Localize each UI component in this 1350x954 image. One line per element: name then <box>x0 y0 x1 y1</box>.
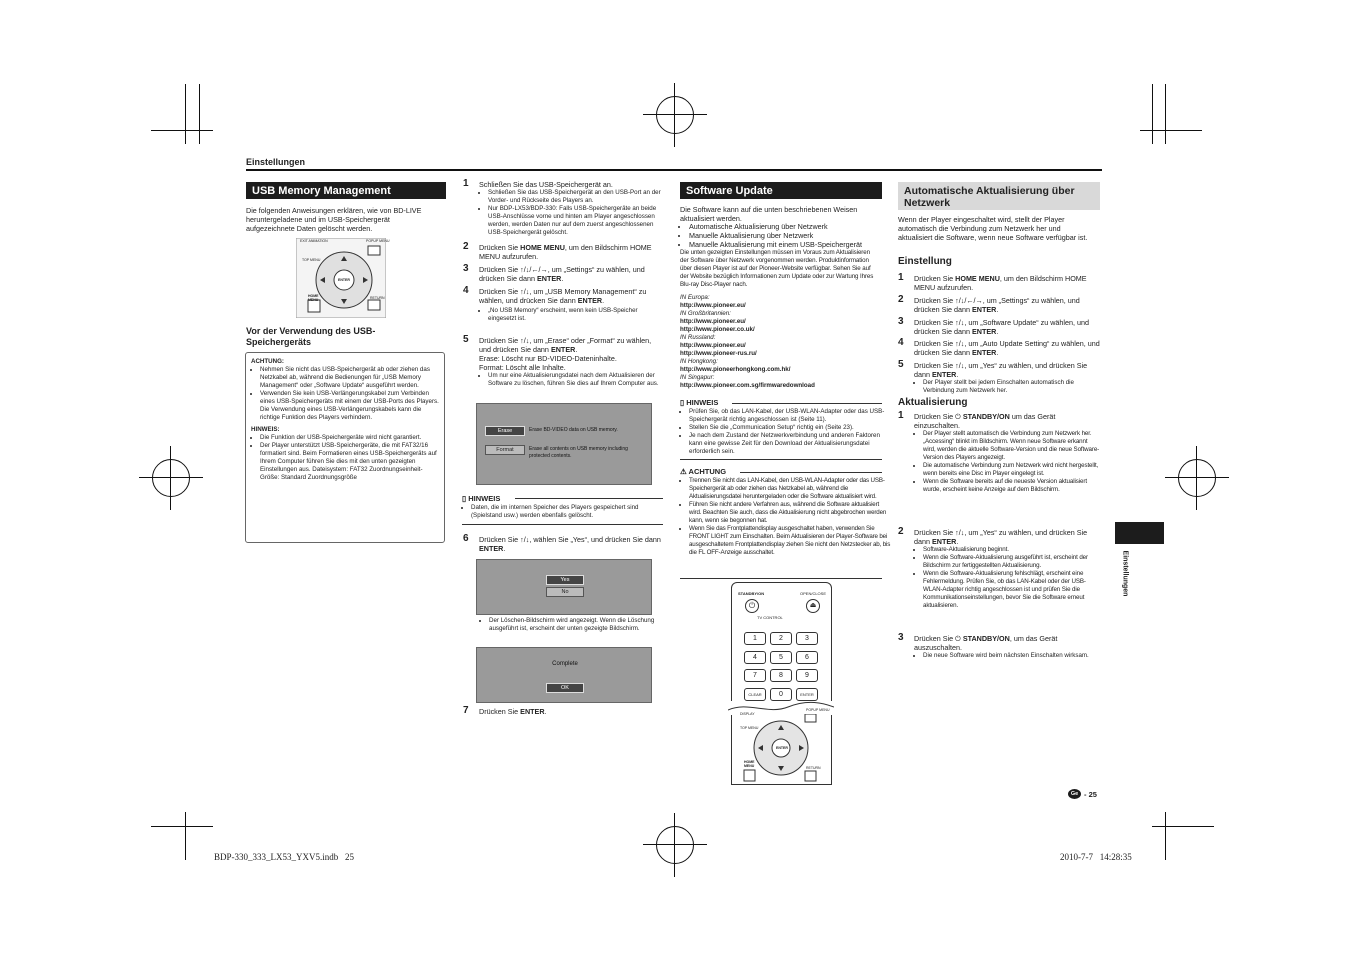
step-bullet: • Der Player stellt bei jedem Einschalten automatisch die Verbindung zum Netzwerk her. <box>923 379 1100 395</box>
top-label: TOP MENU <box>740 726 759 730</box>
software-hinweis-list <box>680 408 891 456</box>
crop-mark <box>1165 812 1166 860</box>
update-step-3: 3 Drücken Sie ⏻ STANDBY/ON, um das Gerät auszuschalten. • Die neue Software wird beim nächsten Einschalten wirksam. <box>914 634 1100 660</box>
usb-step-5: 5 Drücken Sie ↑/↓, um „Erase“ oder „Format“ zu wählen, und drücken Sie dann ENTER. Erase: Löscht nur BD-VIDEO-Dateninhalte. Format: Löscht alle Inhalte. • Um nur eine Aktualisierungsdatei nach dem Aktualisieren der Software zu löschen, führen Sie dies auf Ihrem Computer aus. <box>479 336 662 388</box>
display-label: DISPLAY <box>740 712 755 716</box>
popup-label: POPUP MENU <box>806 708 830 712</box>
achtung-item: • Wenn Sie das Frontplattendisplay ausgeschaltet haben, verwenden Sie FRONT LIGHT zum Einschalten. Beim Aktualisieren der Player-Software bei ausgeschaltetem Frontplattendisplay ziehen Sie nicht den Netzstecker ab, bis die FL OFF-Anzeige ausschaltet. <box>689 525 891 557</box>
crop-mark <box>185 812 186 860</box>
erase-option-desc: Erase BD-VIDEO data on USB memory. <box>529 427 618 433</box>
software-info: Die unten gezeigten Einstellungen müssen im Voraus zum Aktualisieren der Software über Netzwerk vorgenommen werden. Produktinformation über diesen Player ist auf der Pioneer-Website verfügbar. Sehen Sie auf der Website bezüglich Informationen zum Update oder zur Wartung Ihres Blu-ray Disc-Player nach. <box>680 249 874 288</box>
hinweis-rule-bottom <box>462 524 663 525</box>
remote-label-enter: ENTER <box>338 278 350 282</box>
caution-item: • Verwenden Sie kein USB-Verlängerungskabel zum Verbinden eines USB-Speichergeräts mit einem der USB-Ports des Players. Die Verwendung eines USB-Verlängerungskabels kann die richtige Funktion des Players verhindern. <box>260 390 439 422</box>
key-1[interactable]: 1 <box>744 632 766 645</box>
usb-step-7: 7 Drücken Sie ENTER. <box>463 705 547 716</box>
website-link[interactable]: http://www.pioneerhongkong.com.hk/ <box>680 366 791 373</box>
crop-mark <box>151 130 213 131</box>
hinweis-list <box>462 504 667 520</box>
power-icon: ⏻ <box>745 599 759 613</box>
key-clear[interactable]: CLEAR <box>744 688 766 701</box>
caution-item: • Nehmen Sie nicht das USB-Speichergerät ab oder ziehen das Netzkabel ab, während die Bedienungen für „USB Memory Management“ oder „Software Update“ ausgeführt werden. <box>260 366 439 390</box>
auto-step-4: 4 Drücken Sie ↑/↓, um „Auto Update Setting“ zu wählen, und drücken Sie dann ENTER. <box>898 337 1100 357</box>
eject-icon: ⏏ <box>806 599 820 613</box>
step-text: Schließen Sie das USB-Speichergerät an. <box>479 180 613 189</box>
hinweis-item: • Daten, die im internen Speicher des Players gespeichert sind (Spielstand usw.) werden ebenfalls gelöscht. <box>471 504 667 520</box>
achtung-item: • Führen Sie nicht andere Verfahren aus, während die Software aktualisiert wird. Beachten Sie auch, dass die Aktualisierung nicht abgebrochen werden kann, wenn sie begonnen hat. <box>689 501 891 525</box>
auto-step-5: 5 Drücken Sie ↑/↓, um „Yes“ zu wählen, und drücken Sie dann ENTER. • Der Player stellt bei jedem Einschalten automatisch die Verbindung zum Netzwerk her. <box>914 361 1100 395</box>
software-methods <box>680 222 894 249</box>
erase-desc: Erase: Löscht nur BD-VIDEO-Dateninhalte. <box>479 354 617 363</box>
hinweis-rule <box>732 403 882 404</box>
registration-mark <box>152 459 190 497</box>
hinweis-item: • Prüfen Sie, ob das LAN-Kabel, der USB-WLAN-Adapter oder das USB-Speichergerät richtig angeschlossen ist (Seite 11). <box>689 408 891 424</box>
note-icon: ▯ <box>462 494 467 503</box>
open-label: OPEN/CLOSE <box>800 591 827 596</box>
enter-label: ENTER <box>776 746 788 750</box>
auto-intro: Wenn der Player eingeschaltet wird, stellt der Player automatisch die Verbindung zum Netzwerk her und aktualisiert die Software, wenn neue Software verfügbar ist. <box>898 215 1088 242</box>
return-label: RETURN <box>806 766 821 770</box>
key-6[interactable]: 6 <box>796 651 818 664</box>
website-link[interactable]: http://www.pioneer.eu/ <box>680 302 746 309</box>
usb-step-2: 2 Drücken Sie HOME MENU, um den Bildschirm HOME MENU aufzurufen. <box>463 241 652 261</box>
website-link[interactable]: http://www.pioneer.eu/ <box>680 318 746 325</box>
crop-mark <box>1152 826 1214 827</box>
note-item: • Die Funktion der USB-Speichergeräte wird nicht garantiert. <box>260 434 439 442</box>
usb-step-1: 1 Schließen Sie das USB-Speichergerät an. • Schließen Sie das USB-Speichergerät an den USB-Port an der Vorder- und Rückseite des Players an. • Nur BDP-LX53/BDP-330: Falls USB-Speichergeräte an beide USB-Anschlüsse vorne und hinten am Player angeschlossen werden, werden Daten nur auf dem zuerst angeschlossenen USB-Speichergerät gelöscht. <box>479 180 662 237</box>
update-step-1: 1 Drücken Sie ⏻ STANDBY/ON um das Gerät einzuschalten. • Der Player stellt automatisch die Verbindung zum Netzwerk her. „Accessing“ blinkt im Bildschirm. Wenn neue Software erkannt wird, werden die aktuelle Software-Version und die neue Software-Version des Players angezeigt. • Die automatische Verbindung zum Netzwerk wird nicht hergestellt, wenn bereits eine Disc im Player eingelegt ist. • Wenn die Software bereits auf die neueste Version aktualisiert wurde, erscheint keine Anzeige auf dem Bildschirm. <box>914 412 1100 494</box>
home-label: HOME MENU <box>744 760 755 768</box>
auto-step-2: 2 Drücken Sie ↑/↓/←/→, um „Settings“ zu wählen, und drücken Sie dann ENTER. <box>898 294 1080 314</box>
complete-text: Complete <box>552 661 578 667</box>
key-enter[interactable]: ENTER <box>796 688 818 701</box>
usb-step-3: 3 Drücken Sie ↑/↓/←/→, um „Settings“ zu wählen, und drücken Sie dann ENTER. <box>463 263 645 283</box>
registration-mark <box>656 96 694 134</box>
website-link[interactable]: http://www.pioneer.com.sg/firmwaredownload <box>680 382 815 389</box>
registration-mark <box>1178 459 1216 497</box>
footer-file: BDP-330_333_LX53_YXV5.indb 25 <box>214 852 355 862</box>
key-7[interactable]: 7 <box>744 669 766 682</box>
yes-option[interactable]: Yes <box>546 575 584 585</box>
hinweis-item: • Stellen Sie die „Communication Setup“ richtig ein (Seite 23). <box>689 424 891 432</box>
website-link[interactable]: http://www.pioneer.co.uk/ <box>680 326 755 333</box>
caution-title: ACHTUNG: <box>251 358 284 365</box>
auto-step-1: 1 Drücken Sie HOME MENU, um den Bildschirm HOME MENU aufzurufen. <box>898 272 1087 292</box>
confirm-screen <box>476 559 652 615</box>
usb-step-4: 4 Drücken Sie ↑/↓, um „USB Memory Management“ zu wählen, und drücken Sie dann ENTER. • „No USB Memory“ erscheint, wenn kein USB-Speicher eingesetzt ist. <box>479 287 662 323</box>
software-hinweis-heading: ▯ HINWEIS <box>680 398 719 407</box>
caution-list <box>251 366 439 422</box>
note-list <box>251 434 439 482</box>
software-intro: Die Software kann auf die unten beschriebenen Weisen aktualisiert werden. <box>680 205 858 223</box>
crop-mark <box>151 826 213 827</box>
step-bullet: • Um nur eine Aktualisierungsdatei nach dem Aktualisieren der Software zu löschen, führen Sie dies auf Ihrem Computer aus. <box>488 372 662 388</box>
step-bullet: • Die automatische Verbindung zum Netzwerk wird nicht hergestellt, wenn bereits eine Disc im Player eingelegt ist. <box>923 462 1100 478</box>
auto-step-3: 3 Drücken Sie ↑/↓, um „Software Update“ zu wählen, und drücken Sie dann ENTER. <box>898 316 1089 336</box>
page-number: - 25 <box>1084 790 1097 799</box>
achtung-heading: ⚠ ACHTUNG <box>680 467 727 476</box>
step-bullet: • Wenn die Software-Aktualisierung ausgeführt ist, erscheint der Bildschirm zur fertiggestellten Aktualisierung. <box>923 554 1100 570</box>
complete-screen <box>476 647 652 703</box>
achtung-item: • Trennen Sie nicht das LAN-Kabel, den USB-WLAN-Adapter oder das USB-Speichergerät ab oder ziehen das Netzkabel ab, während die Aktualisierungsdatei heruntergeladen oder die Software aktualisiert wird. <box>689 477 891 501</box>
key-2[interactable]: 2 <box>770 632 792 645</box>
website-list: IN Europa: http://www.pioneer.eu/ IN Großbritannien: http://www.pioneer.eu/ http://www.pioneer.co.uk/ IN Russland: http://www.pioneer.eu/ http://www.pioneer-rus.ru/ IN Hongkong: http://www.pioneerhongkong.com.hk/ IN Singapur: http://www.pioneer.com.sg/firmwaredownload <box>680 294 880 390</box>
step-bullet: • „No USB Memory“ erscheint, wenn kein USB-Speicher eingesetzt ist. <box>488 307 662 323</box>
standby-label: STANDBY/ON <box>738 591 765 596</box>
step-bullet: • Schließen Sie das USB-Speichergerät an den USB-Port an der Vorder- und Rückseite des Players an. <box>488 189 662 205</box>
usb-step-6: 6 Drücken Sie ↑/↓, wählen Sie „Yes“, und drücken Sie dann ENTER. <box>463 533 661 553</box>
tv-label: TV CONTROL <box>757 615 783 620</box>
key-8[interactable]: 8 <box>770 669 792 682</box>
key-5[interactable]: 5 <box>770 651 792 664</box>
method-item: • Manuelle Aktualisierung über Netzwerk <box>689 231 894 240</box>
remote-label-home: HOME MENU <box>308 294 319 302</box>
remote-label-return: RETURN <box>370 296 385 300</box>
key-9[interactable]: 9 <box>796 669 818 682</box>
website-link[interactable]: http://www.pioneer-rus.ru/ <box>680 350 757 357</box>
usb-intro: Die folgenden Anweisungen erklären, wie von BD-LIVE heruntergeladene und im USB-Speichergerät aufgezeichnete Daten gelöscht werden. <box>246 206 422 233</box>
auto-update-title: Automatische Aktualisierung über Netzwerk <box>898 182 1100 210</box>
einstellung-heading: Einstellung <box>898 256 952 267</box>
note-icon: ▯ <box>680 398 685 407</box>
footer-date: 2010-7-7 14:28:35 <box>1060 852 1132 862</box>
key-4[interactable]: 4 <box>744 651 766 664</box>
website-link[interactable]: http://www.pioneer.eu/ <box>680 342 746 349</box>
crop-mark <box>199 84 200 144</box>
hinweis-item: • Je nach dem Zustand der Netzwerkverbindung und anderen Faktoren kann eine gewisse Zeit für den Download der Aktualisierungsdatei erforderlich sein. <box>689 432 891 456</box>
achtung-rule-bottom <box>680 578 882 579</box>
remote-label-top: TOP MENU <box>302 258 321 262</box>
side-tab-label: Einstellungen <box>1121 550 1129 597</box>
key-0[interactable]: 0 <box>770 688 792 701</box>
step-bullet: • Der Löschen-Bildschirm wird angezeigt. Wenn die Löschung ausgeführt ist, erscheint der unten gezeigte Bildschirm. <box>489 617 673 633</box>
step-bullet: • Wenn die Software-Aktualisierung fehlschlägt, erscheint eine Fehlermeldung. Prüfen Sie, ob das LAN-Kabel oder der USB-WLAN-Adapter richtig angeschlossen ist und prüfen Sie die Kommunikationseinstellungen, bevor Sie die Software erneut aktualisieren. <box>923 570 1100 610</box>
format-option[interactable]: Format <box>485 445 525 455</box>
note-title: HINWEIS: <box>251 426 280 433</box>
note-item: • Der Player unterstützt USB-Speichergeräte, die mit FAT32/16 formatiert sind. Beim Formatieren eines USB-Speichergeräts auf Ihrem Computer führen Sie dies mit den unten gezeigten Einstellungen aus. Dateisystem: FAT32 Zuordnungseinheit-Größe: Standard Zuordnungsgröße <box>260 442 439 482</box>
crop-mark <box>1165 84 1166 144</box>
section-label: Einstellungen <box>246 157 306 167</box>
language-badge: Ge <box>1068 789 1081 799</box>
crop-mark <box>1140 130 1202 131</box>
step-bullet: • Software-Aktualisierung beginnt. <box>923 546 1100 554</box>
achtung-rule <box>740 472 882 473</box>
ok-button[interactable]: OK <box>546 683 584 693</box>
method-item: • Automatische Aktualisierung über Netzwerk <box>689 222 894 231</box>
method-item: • Manuelle Aktualisierung mit einem USB-Speichergerät <box>689 240 894 249</box>
update-step-2: 2 Drücken Sie ↑/↓, um „Yes“ zu wählen, und drücken Sie dann ENTER. • Software-Aktualisierung beginnt. • Wenn die Software-Aktualisierung ausgeführt ist, erscheint der Bildschirm zur fertiggestellten Aktualisierung. • Wenn die Software-Aktualisierung fehlschlägt, erscheint eine Fehlermeldung. Prüfen Sie, ob das LAN-Kabel oder der USB-WLAN-Adapter richtig angeschlossen ist und prüfen Sie die Kommunikationseinstellungen, bevor Sie die Software erneut aktualisieren. <box>914 528 1100 610</box>
registration-mark <box>656 826 694 864</box>
erase-format-screen <box>476 403 652 485</box>
hinweis-rule <box>515 498 663 499</box>
erase-option[interactable]: Erase <box>485 426 525 436</box>
caution-box <box>245 352 445 543</box>
remote-label-exit: EXIT ANIMATION <box>300 239 328 243</box>
aktualisierung-heading: Aktualisierung <box>898 397 968 408</box>
format-option-desc: Erase all contents on USB memory including protected contents. <box>529 446 628 459</box>
usb-section-title: USB Memory Management <box>246 182 446 199</box>
before-title: Vor der Verwendung des USB-Speichergeräts <box>246 326 376 347</box>
format-desc: Format: Löscht alle Inhalte. <box>479 363 566 372</box>
no-option[interactable]: No <box>546 587 584 597</box>
step-bullet: • Wenn die Software bereits auf die neueste Version aktualisiert wurde, erscheint keine Anzeige auf dem Bildschirm. <box>923 478 1100 494</box>
crop-mark <box>1152 84 1153 144</box>
step-bullet: • Die neue Software wird beim nächsten Einschalten wirksam. <box>923 652 1100 660</box>
step6-bullets <box>480 617 673 633</box>
hinweis-heading: ▯ HINWEIS <box>462 494 501 503</box>
key-3[interactable]: 3 <box>796 632 818 645</box>
step-bullet: • Nur BDP-LX53/BDP-330: Falls USB-Speichergeräte an beide USB-Anschlüsse vorne und hinten am Player angeschlossen werden, werden Daten nur auf dem zuerst angeschlossenen USB-Speichergerät gelöscht. <box>488 205 662 237</box>
header-rule <box>246 169 1102 171</box>
achtung-list <box>680 477 891 557</box>
software-section-title: Software Update <box>680 182 882 199</box>
step-bullet: • Der Player stellt automatisch die Verbindung zum Netzwerk her. „Accessing“ blinkt im Bildschirm. Wenn neue Software erkannt wird, werden die aktuelle Software-Version und die neue Software-Version des Players angezeigt. <box>923 430 1100 462</box>
hinweis-rule-bottom <box>680 459 882 460</box>
remote-label-popup: POPUP MENU <box>366 239 390 243</box>
warning-icon: ⚠ <box>680 467 687 476</box>
crop-mark <box>185 84 186 144</box>
